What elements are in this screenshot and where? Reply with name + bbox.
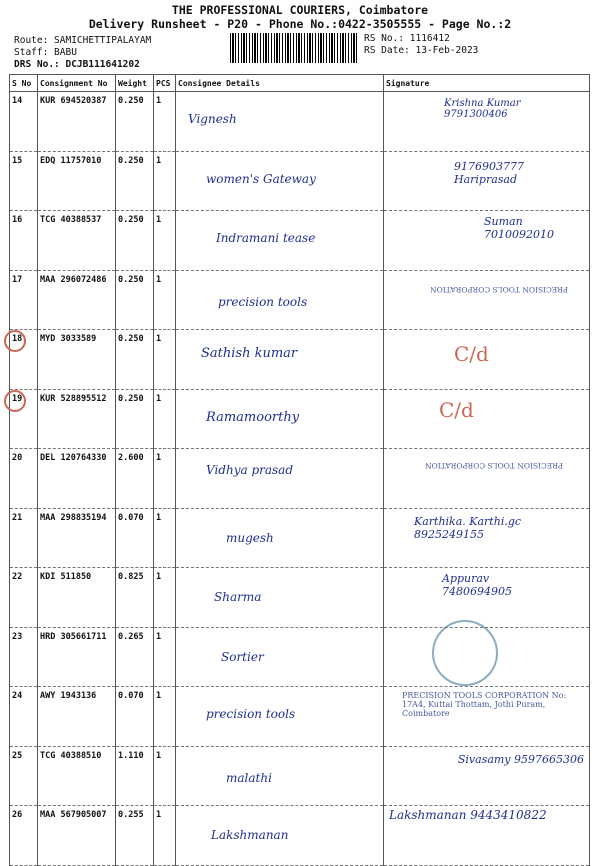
row-pcs: 1 <box>154 568 176 628</box>
row-consignment: MAA 298835194 <box>38 508 116 568</box>
consignee-handwriting: Ramamoorthy <box>206 409 300 425</box>
col-header-signature: Signature <box>384 75 590 92</box>
row-consignment: TCG 40388510 <box>38 746 116 806</box>
row-consignee <box>176 389 384 449</box>
row-weight: 2.600 <box>116 449 154 509</box>
drs-number: DRS No.: DCJB111641202 <box>14 59 140 70</box>
row-sno: 20 <box>10 449 38 509</box>
col-header-pcs: PCS <box>154 75 176 92</box>
signature-handwriting: C/d <box>454 342 489 366</box>
consignee-handwriting: Vignesh <box>188 112 237 126</box>
runsheet-table <box>9 74 590 866</box>
row-signature <box>384 449 590 509</box>
row-consignment: MAA 296072486 <box>38 270 116 330</box>
col-header-consignment: Consignment No <box>38 75 116 92</box>
company-stamp: PRECISION TOOLS CORPORATION <box>430 284 568 294</box>
row-weight: 0.825 <box>116 568 154 628</box>
row-consignee <box>176 270 384 330</box>
row-sno: 23 <box>10 627 38 687</box>
signature-handwriting: Sivasamy 9597665306 <box>457 752 584 766</box>
rs-number: RS No.: 1116412 <box>364 33 450 44</box>
consignee-handwriting: mugesh <box>226 530 274 545</box>
row-consignee <box>176 568 384 628</box>
row-sno: 24 <box>10 687 38 747</box>
consignee-handwriting: Sathish kumar <box>201 346 298 361</box>
row-sno: 18 <box>10 330 38 390</box>
consignee-handwriting: precision tools <box>206 707 296 721</box>
company-stamp: PRECISION TOOLS CORPORATION No: 17A4, Kuttai Thottam, Jothi Puram, Coimbatore <box>402 691 567 718</box>
col-header-sno: S No <box>10 75 38 92</box>
row-weight: 0.250 <box>116 211 154 271</box>
table-row <box>10 806 590 866</box>
row-pcs: 1 <box>154 270 176 330</box>
row-weight: 0.265 <box>116 627 154 687</box>
signature-handwriting: Lakshmanan 9443410822 <box>389 808 547 822</box>
row-signature <box>384 211 590 271</box>
row-pcs: 1 <box>154 151 176 211</box>
row-weight: 0.070 <box>116 508 154 568</box>
consignee-handwriting: women's Gateway <box>206 171 316 186</box>
col-header-consignee: Consignee Details <box>176 75 384 92</box>
staff-label: Staff: BABU <box>14 47 77 58</box>
table-row <box>10 687 590 747</box>
table-row <box>10 568 590 628</box>
consignee-handwriting: precision tools <box>218 294 308 309</box>
row-consignment: AWY 1943136 <box>38 687 116 747</box>
consignee-handwriting: Sortier <box>221 649 264 664</box>
table-row <box>10 389 590 449</box>
row-pcs: 1 <box>154 746 176 806</box>
row-consignment: TCG 40388537 <box>38 211 116 271</box>
row-pcs: 1 <box>154 806 176 866</box>
row-consignment: MYD 3033589 <box>38 330 116 390</box>
row-sno: 16 <box>10 211 38 271</box>
company-seal <box>432 620 498 686</box>
row-sno: 19 <box>10 389 38 449</box>
route-label: Route: SAMICHETTIPALAYAM <box>14 35 152 46</box>
row-consignment: EDQ 11757010 <box>38 151 116 211</box>
document-subtitle: Delivery Runsheet - P20 - Phone No.:0422-3505555 - Page No.:2 <box>88 17 512 31</box>
row-weight: 0.250 <box>116 151 154 211</box>
row-consignment: KDI 511850 <box>38 568 116 628</box>
barcode <box>230 33 358 63</box>
consignee-handwriting: Sharma <box>214 590 262 604</box>
row-consignment: HRD 305661711 <box>38 627 116 687</box>
row-consignee <box>176 746 384 806</box>
table-row <box>10 92 590 152</box>
row-consignee <box>176 687 384 747</box>
table-row <box>10 151 590 211</box>
row-consignment: KUR 528895512 <box>38 389 116 449</box>
company-stamp: PRECISION TOOLS CORPORATION <box>425 461 563 470</box>
row-pcs: 1 <box>154 508 176 568</box>
annotation-circle <box>4 330 26 352</box>
row-consignment: DEL 120764330 <box>38 449 116 509</box>
table-row <box>10 211 590 271</box>
row-signature <box>384 806 590 866</box>
row-sno: 21 <box>10 508 38 568</box>
row-signature <box>384 746 590 806</box>
annotation-circle <box>4 390 26 412</box>
row-consignee <box>176 508 384 568</box>
row-sno: 25 <box>10 746 38 806</box>
row-signature <box>384 151 590 211</box>
table-row <box>10 270 590 330</box>
consignee-handwriting: malathi <box>226 770 272 785</box>
table-header-row <box>10 75 590 92</box>
col-header-weight: Weight <box>116 75 154 92</box>
signature-handwriting: C/d <box>439 397 474 422</box>
row-signature <box>384 330 590 390</box>
row-consignment: KUR 694520387 <box>38 92 116 152</box>
table-row <box>10 330 590 390</box>
row-consignee <box>176 806 384 866</box>
row-consignee <box>176 151 384 211</box>
document-title: THE PROFESSIONAL COURIERS, Coimbatore <box>171 3 429 17</box>
signature-handwriting: Karthika. Karthi.gc 8925249155 <box>414 514 522 541</box>
row-pcs: 1 <box>154 687 176 747</box>
row-weight: 1.110 <box>116 746 154 806</box>
consignee-handwriting: Indramani tease <box>216 231 316 245</box>
row-consignee <box>176 330 384 390</box>
row-sno: 22 <box>10 568 38 628</box>
row-pcs: 1 <box>154 627 176 687</box>
row-sno: 14 <box>10 92 38 152</box>
row-weight: 0.255 <box>116 806 154 866</box>
row-signature <box>384 568 590 628</box>
row-consignment: MAA 567905007 <box>38 806 116 866</box>
row-pcs: 1 <box>154 211 176 271</box>
row-signature <box>384 270 590 330</box>
row-consignee <box>176 449 384 509</box>
consignee-handwriting: Vidhya prasad <box>206 463 294 477</box>
signature-handwriting: Krishna Kumar 9791300406 <box>444 98 521 120</box>
row-weight: 0.070 <box>116 687 154 747</box>
row-pcs: 1 <box>154 389 176 449</box>
row-consignee <box>176 627 384 687</box>
row-signature <box>384 389 590 449</box>
row-signature <box>384 627 590 687</box>
row-weight: 0.250 <box>116 389 154 449</box>
signature-handwriting: 9176903777 Hariprasad <box>454 159 524 186</box>
row-consignee <box>176 92 384 152</box>
rs-date: RS Date: 13-Feb-2023 <box>364 45 479 56</box>
row-pcs: 1 <box>154 330 176 390</box>
row-sno: 15 <box>10 151 38 211</box>
signature-handwriting: Suman 7010092010 <box>484 215 554 241</box>
row-weight: 0.250 <box>116 270 154 330</box>
row-signature <box>384 508 590 568</box>
row-sno: 17 <box>10 270 38 330</box>
row-sno: 26 <box>10 806 38 866</box>
consignee-handwriting: Lakshmanan <box>211 828 289 842</box>
row-signature <box>384 687 590 747</box>
table-row <box>10 449 590 509</box>
table-row <box>10 627 590 687</box>
row-weight: 0.250 <box>116 92 154 152</box>
row-consignee <box>176 211 384 271</box>
table-row <box>10 508 590 568</box>
row-signature <box>384 92 590 152</box>
row-pcs: 1 <box>154 92 176 152</box>
row-pcs: 1 <box>154 449 176 509</box>
row-weight: 0.250 <box>116 330 154 390</box>
signature-handwriting: Appurav 7480694905 <box>442 572 512 598</box>
table-row <box>10 746 590 806</box>
